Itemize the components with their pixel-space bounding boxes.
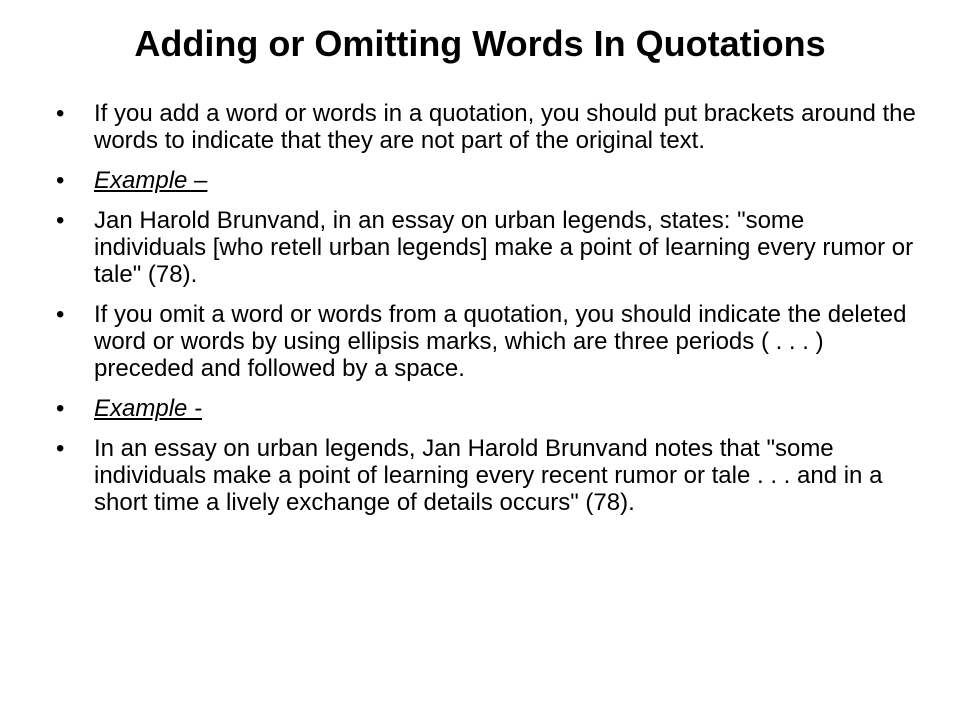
- bullet-item: [56, 207, 916, 288]
- bullet-text: If you add a word or words in a quotation, you should put brackets around the words to indicate that they are not part of the original text.: [94, 100, 916, 154]
- slide-title: Adding or Omitting Words In Quotations: [134, 23, 826, 64]
- bullet-dot: •: [56, 100, 65, 127]
- bullet-dot: •: [56, 167, 65, 194]
- bullet-text: In an essay on urban legends, Jan Harold Brunvand notes that "some individuals make a point of learning every recent rumor or tale . . . and in a short time a lively exchange of details occurs" (78).: [94, 435, 883, 516]
- bullet-dot: •: [56, 435, 65, 462]
- example-label: Example –: [94, 167, 208, 194]
- bullet-list: [56, 100, 916, 529]
- bullet-text: Jan Harold Brunvand, in an essay on urban legends, states: "some individuals [who retell urban legends] make a point of learning every rumor or tale" (78).: [94, 207, 914, 288]
- bullet-dot: •: [56, 395, 65, 422]
- example-label: Example -: [94, 395, 203, 422]
- bullet-dot: •: [56, 207, 65, 234]
- bullet-item: [56, 167, 916, 194]
- bullet-item: [56, 395, 916, 422]
- bullet-item: [56, 100, 916, 154]
- bullet-item: [56, 435, 916, 516]
- bullet-text: If you omit a word or words from a quotation, you should indicate the deleted word or words by using ellipsis marks, which are three periods ( . . . ) preceded and followed by a space.: [94, 301, 907, 382]
- bullet-dot: •: [56, 301, 65, 328]
- bullet-item: [56, 301, 916, 382]
